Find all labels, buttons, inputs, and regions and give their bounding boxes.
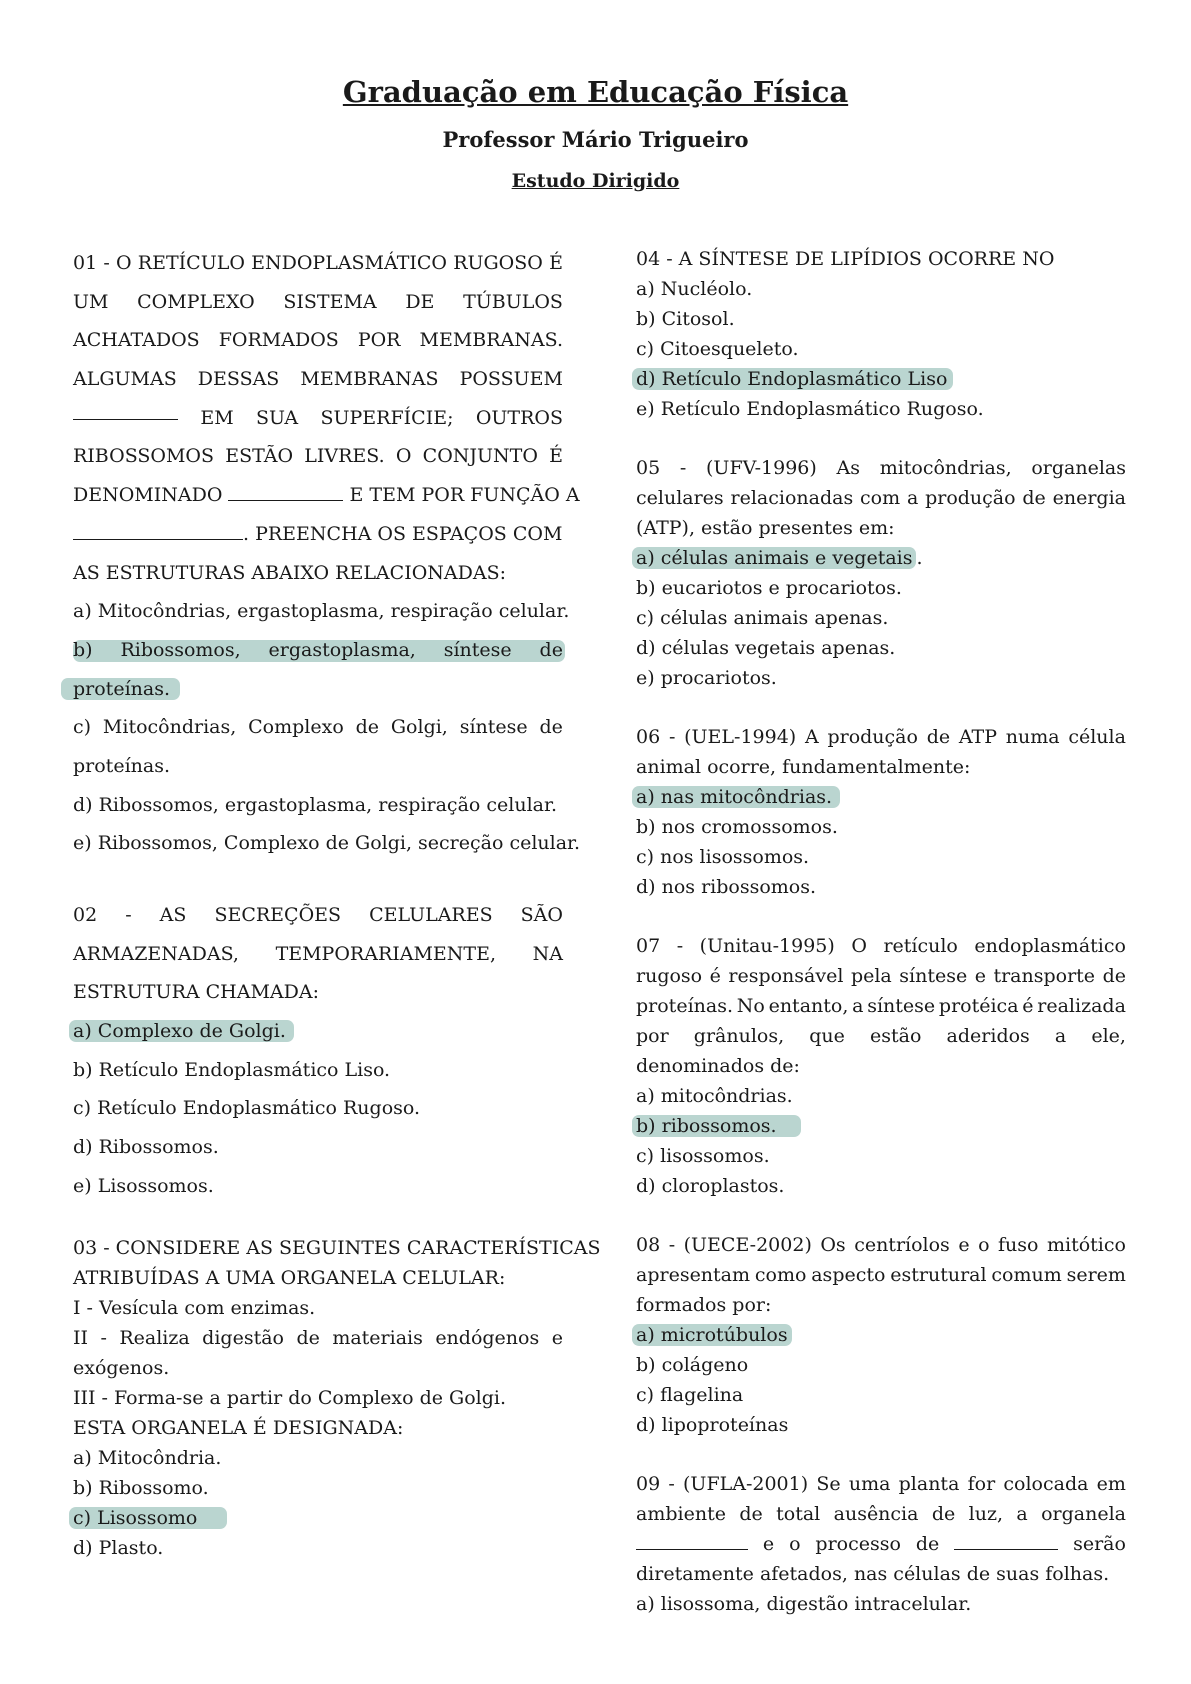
q01-option-c-line-1: c) Mitocôndrias, Complexo de Golgi, síntese de bbox=[73, 716, 563, 739]
q07-line-3: proteínas. No entanto, a síntese protéica é realizada bbox=[636, 995, 1126, 1017]
q03-line-1: 03 - CONSIDERE AS SEGUINTES CARACTERÍSTICAS bbox=[73, 1236, 601, 1259]
q01-option-e: e) Ribossomos, Complexo de Golgi, secreção celular. bbox=[73, 832, 581, 855]
q08-option-a: a) microtúbulos bbox=[636, 1320, 1126, 1350]
q08-line-2: apresentam como aspecto estrutural comum serem bbox=[636, 1264, 1126, 1286]
q01-line-4: ALGUMAS DESSAS MEMBRANAS POSSUEM bbox=[73, 368, 563, 391]
q01-option-c-line-2: proteínas. bbox=[73, 754, 170, 777]
q02-option-c: c) Retículo Endoplasmático Rugoso. bbox=[73, 1097, 421, 1120]
q07-line-4: por grânulos, que estão aderidos a ele, bbox=[636, 1025, 1126, 1047]
question-03 bbox=[73, 1233, 601, 1563]
q03-item-2-line-2: exógenos. bbox=[73, 1356, 170, 1379]
q04-option-d: d) Retículo Endoplasmático Liso bbox=[636, 364, 1126, 394]
q09-line-4: diretamente afetados, nas células de suas folhas. bbox=[636, 1563, 1110, 1585]
q07-line-5: denominados de: bbox=[636, 1055, 800, 1077]
q04-option-c: c) Citoesqueleto. bbox=[636, 338, 799, 360]
q01-option-b-line-1: b) Ribossomos, ergastoplasma, síntese de bbox=[73, 631, 563, 670]
q04-line-1: 04 - A SÍNTESE DE LIPÍDIOS OCORRE NO bbox=[636, 248, 1055, 270]
q06-line-2: animal ocorre, fundamentalmente: bbox=[636, 756, 971, 778]
q07-option-d: d) cloroplastos. bbox=[636, 1175, 785, 1197]
q06-option-b: b) nos cromossomos. bbox=[636, 816, 838, 838]
q05-option-b: b) eucariotos e procariotos. bbox=[636, 577, 902, 599]
right-column bbox=[636, 244, 1126, 1619]
q08-line-3: formados por: bbox=[636, 1294, 772, 1316]
q02-option-d: d) Ribossomos. bbox=[73, 1136, 219, 1159]
q03-option-d: d) Plasto. bbox=[73, 1536, 164, 1559]
q01-line-7: DENOMINADO E TEM POR FUNÇÃO A bbox=[73, 476, 563, 515]
q03-option-a: a) Mitocôndria. bbox=[73, 1446, 222, 1469]
q09-line-2: ambiente de total ausência de luz, a organela bbox=[636, 1503, 1126, 1525]
q05-line-1: 05 - (UFV-1996) As mitocôndrias, organelas bbox=[636, 457, 1126, 479]
q05-option-c: c) células animais apenas. bbox=[636, 607, 889, 629]
q04-option-b: b) Citosol. bbox=[636, 308, 735, 330]
q02-line-1: 02 - AS SECREÇÕES CELULARES SÃO bbox=[73, 904, 563, 926]
q06-option-c: c) nos lisossomos. bbox=[636, 846, 810, 868]
q05-option-a: a) células animais e vegetais . bbox=[636, 543, 1126, 573]
q01-option-a: a) Mitocôndrias, ergastoplasma, respiração celular. bbox=[73, 600, 570, 623]
q02-line-3: ESTRUTURA CHAMADA: bbox=[73, 981, 319, 1004]
q07-option-b: b) ribossomos. bbox=[636, 1111, 1126, 1141]
left-column bbox=[73, 244, 601, 1563]
q03-item-1: I - Vesícula com enzimas. bbox=[73, 1296, 316, 1319]
q04-option-a: a) Nucléolo. bbox=[636, 278, 753, 300]
question-09 bbox=[636, 1469, 1126, 1619]
q07-line-1: 07 - (Unitau-1995) O retículo endoplasmático bbox=[636, 935, 1126, 957]
q05-option-d: d) células vegetais apenas. bbox=[636, 637, 896, 659]
q01-option-b-line-2: proteínas. bbox=[73, 670, 563, 709]
q01-option-d: d) Ribossomos, ergastoplasma, respiração celular. bbox=[73, 793, 558, 816]
q03-line-2: ATRIBUÍDAS A UMA ORGANELA CELULAR: bbox=[73, 1266, 506, 1289]
q03-option-b: b) Ribossomo. bbox=[73, 1476, 209, 1499]
q05-option-e: e) procariotos. bbox=[636, 667, 777, 689]
q03-item-3: III - Forma-se a partir do Complexo de Golgi. bbox=[73, 1386, 506, 1409]
question-08 bbox=[636, 1230, 1126, 1440]
q06-line-1: 06 - (UEL-1994) A produção de ATP numa célula bbox=[636, 726, 1126, 748]
q03-item-2-line-1: II - Realiza digestão de materiais endógenos e bbox=[73, 1326, 563, 1349]
q05-line-3: (ATP), estão presentes em: bbox=[636, 517, 895, 539]
fill-blank bbox=[954, 1529, 1058, 1550]
q08-option-c: c) flagelina bbox=[636, 1384, 744, 1406]
q07-option-a: a) mitocôndrias. bbox=[636, 1085, 793, 1107]
q01-line-3: ACHATADOS FORMADOS POR MEMBRANAS. bbox=[73, 329, 563, 352]
q02-line-2: ARMAZENADAS, TEMPORARIAMENTE, NA bbox=[73, 942, 563, 965]
q01-line-5: EM SUA SUPERFÍCIE; OUTROS bbox=[73, 399, 563, 438]
q02-option-e: e) Lisossomos. bbox=[73, 1174, 214, 1197]
question-05 bbox=[636, 453, 1126, 693]
question-07 bbox=[636, 931, 1126, 1201]
question-01 bbox=[73, 244, 581, 863]
question-06 bbox=[636, 722, 1126, 902]
fill-blank bbox=[228, 480, 343, 501]
q09-line-3: e o processo de serão bbox=[636, 1529, 1126, 1559]
q01-line-8: . PREENCHA OS ESPAÇOS COM bbox=[73, 515, 563, 554]
document-subtitle: Estudo Dirigido bbox=[511, 170, 680, 192]
q08-option-d: d) lipoproteínas bbox=[636, 1414, 789, 1436]
question-04 bbox=[636, 244, 1126, 424]
q07-line-2: rugoso é responsável pela síntese e transporte de bbox=[636, 965, 1126, 987]
fill-blank bbox=[73, 519, 243, 540]
q01-line-9: AS ESTRUTURAS ABAIXO RELACIONADAS: bbox=[73, 561, 506, 584]
q08-line-1: 08 - (UECE-2002) Os centríolos e o fuso mitótico bbox=[636, 1234, 1126, 1256]
q03-prompt: ESTA ORGANELA É DESIGNADA: bbox=[73, 1416, 404, 1439]
q06-option-a: a) nas mitocôndrias. bbox=[636, 782, 1126, 812]
q01-line-1: 01 - O RETÍCULO ENDOPLASMÁTICO RUGOSO É bbox=[73, 252, 563, 274]
page-title: Graduação em Educação Física bbox=[342, 75, 849, 109]
fill-blank bbox=[73, 399, 178, 420]
q07-option-c: c) lisossomos. bbox=[636, 1145, 770, 1167]
q02-option-b: b) Retículo Endoplasmático Liso. bbox=[73, 1058, 391, 1081]
author-name: Professor Mário Trigueiro bbox=[442, 127, 749, 152]
q04-option-e: e) Retículo Endoplasmático Rugoso. bbox=[636, 398, 984, 420]
q09-line-1: 09 - (UFLA-2001) Se uma planta for colocada em bbox=[636, 1473, 1126, 1495]
question-02 bbox=[73, 896, 563, 1206]
q01-line-2: UM COMPLEXO SISTEMA DE TÚBULOS bbox=[73, 290, 563, 313]
fill-blank bbox=[636, 1529, 748, 1550]
q02-option-a: a) Complexo de Golgi. bbox=[73, 1012, 563, 1051]
q03-option-c: c) Lisossomo bbox=[73, 1503, 563, 1533]
q09-option-a: a) lisossoma, digestão intracelular. bbox=[636, 1593, 972, 1615]
q06-option-d: d) nos ribossomos. bbox=[636, 876, 817, 898]
q08-option-b: b) colágeno bbox=[636, 1354, 749, 1376]
q05-line-2: celulares relacionadas com a produção de energia bbox=[636, 487, 1126, 509]
q01-line-6: RIBOSSOMOS ESTÃO LIVRES. O CONJUNTO É bbox=[73, 445, 563, 468]
